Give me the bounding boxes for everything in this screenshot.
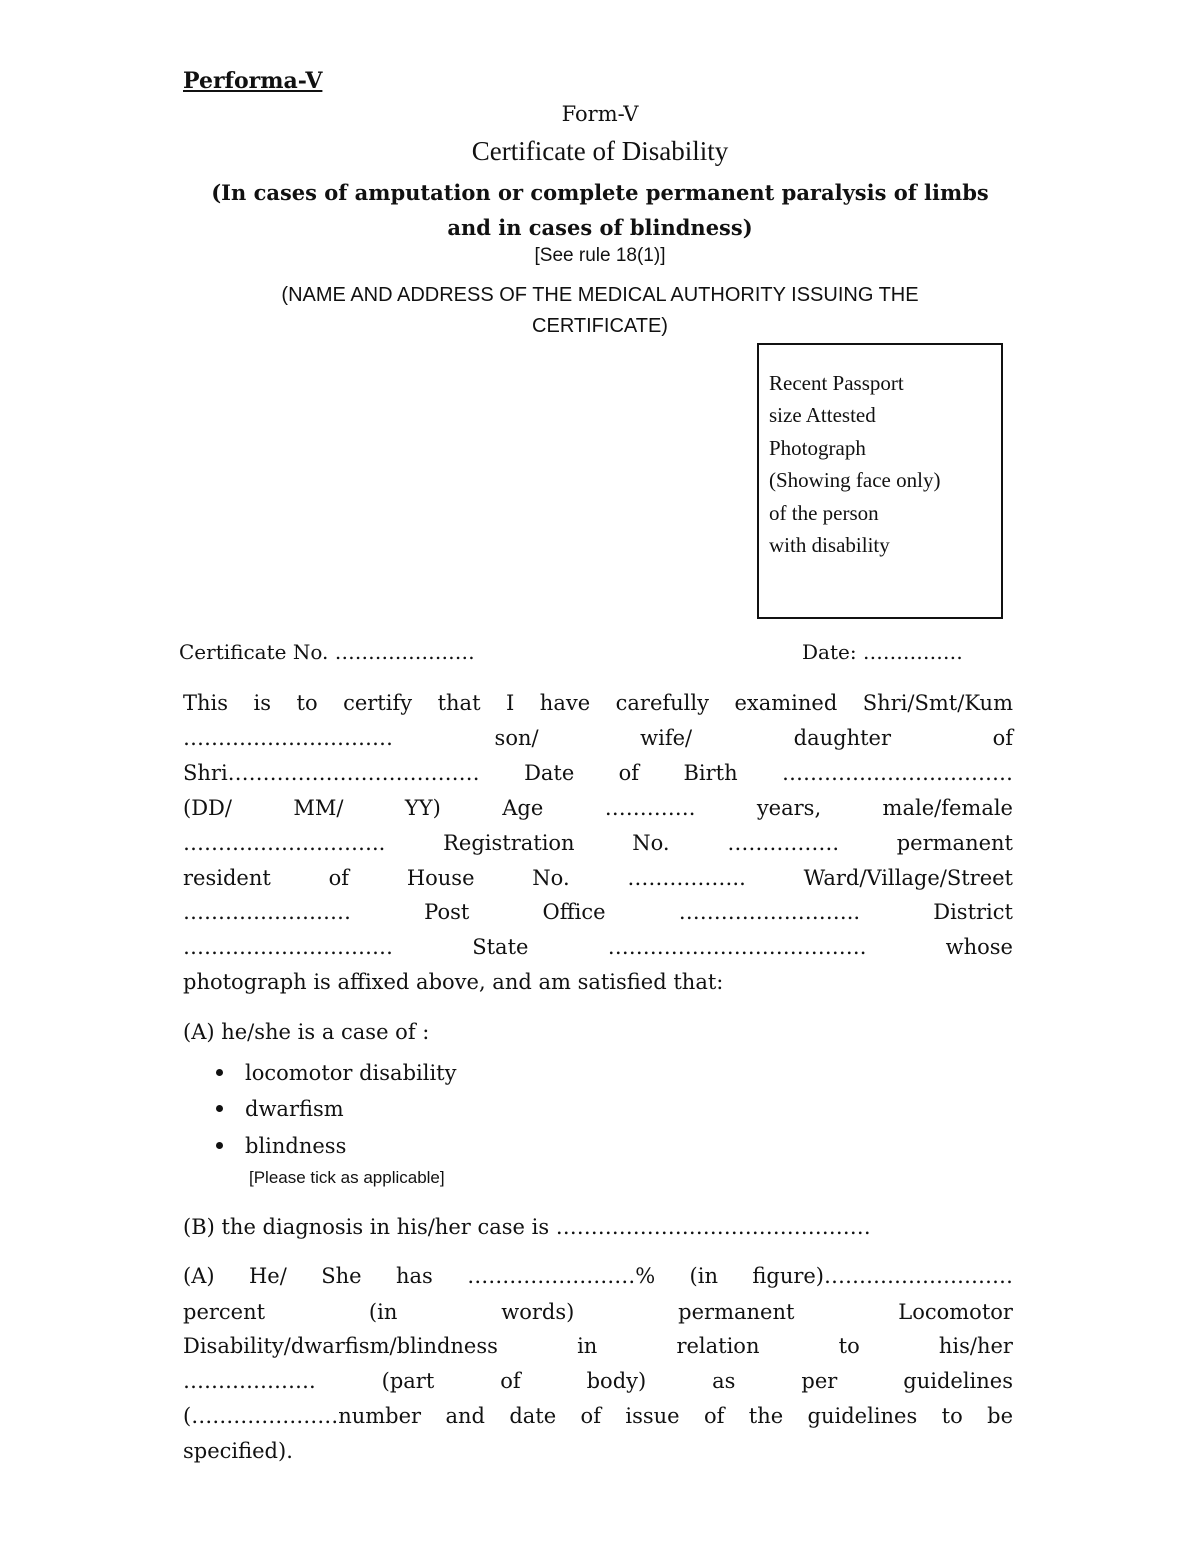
text-segment: Shri……………………………… — [183, 761, 480, 785]
paragraph-line — [183, 691, 1013, 715]
text-segment: whose — [945, 935, 1013, 959]
form-number: Form-V — [561, 102, 639, 126]
rule-reference: [See rule 18(1)] — [534, 245, 666, 266]
photo-text-line: Photograph — [769, 436, 866, 460]
paragraph-line — [183, 761, 1013, 785]
text-segment: examined — [734, 691, 838, 715]
text-segment: …………………………… — [782, 761, 1013, 785]
photo-text-line: (Showing face only) — [769, 468, 941, 492]
bullet-icon — [216, 1105, 223, 1112]
text-segment: Registration No. — [443, 831, 670, 855]
option-label: dwarfism — [245, 1097, 344, 1121]
text-segment: (A) — [183, 1264, 215, 1288]
text-segment: ……………………….. — [183, 831, 386, 855]
text-segment: Office — [542, 900, 606, 924]
text-segment: No. — [532, 866, 570, 890]
photo-text-line: size Attested — [769, 403, 876, 427]
text-segment: …………….. — [627, 866, 746, 890]
tick-note: [Please tick as applicable] — [249, 1168, 445, 1187]
performa-label: Performa-V — [183, 68, 323, 94]
text-segment: has — [395, 1264, 433, 1288]
text-segment: years, — [756, 796, 822, 820]
subtitle-line-1: (In cases of amputation or complete permanent paralysis of limbs — [211, 180, 989, 205]
text-segment: guidelines — [903, 1369, 1013, 1393]
text-segment: (part — [381, 1369, 435, 1393]
text-segment: words) — [501, 1300, 575, 1324]
text-segment: He/ — [248, 1264, 287, 1288]
text-segment: carefully — [615, 691, 709, 715]
text-segment: ……………. — [727, 831, 840, 855]
text-segment: …………. — [604, 796, 696, 820]
text-segment: permanent — [678, 1300, 795, 1324]
text-segment: his/her — [938, 1334, 1013, 1358]
text-segment: Age — [502, 796, 544, 820]
text-segment: of — [328, 866, 350, 890]
diagnosis-line: (B) the diagnosis in his/her case is ……………………………………… — [183, 1215, 871, 1239]
option-label: blindness — [245, 1134, 347, 1158]
photo-placeholder-box — [757, 343, 1003, 619]
text-segment: YY) — [404, 796, 441, 820]
text-segment: (…………………number and date of issue of the guidelines to be — [183, 1404, 1013, 1428]
text-segment: son/ — [494, 726, 539, 750]
text-segment: to — [296, 691, 318, 715]
text-segment: (DD/ — [183, 796, 232, 820]
text-segment: that — [437, 691, 481, 715]
text-segment: relation — [676, 1334, 760, 1358]
text-segment: ………………………… — [183, 935, 393, 959]
photo-text-line: with disability — [769, 533, 890, 557]
option-label: locomotor disability — [245, 1061, 457, 1085]
text-segment: permanent — [896, 831, 1013, 855]
text-segment: Shri/Smt/Kum — [862, 691, 1013, 715]
text-segment: …………………… — [183, 900, 351, 924]
certificate-title: Certificate of Disability — [471, 136, 729, 166]
authority-line-2: CERTIFICATE) — [532, 315, 668, 337]
paragraph-line — [183, 1334, 1013, 1358]
text-segment: resident — [183, 866, 271, 890]
text-segment: She — [321, 1264, 362, 1288]
subtitle-line-2: and in cases of blindness) — [447, 215, 753, 240]
text-segment: ………………. — [183, 1369, 316, 1393]
option-dwarfism — [216, 1097, 344, 1121]
text-segment: is — [253, 691, 272, 715]
text-segment: House — [406, 866, 475, 890]
text-segment: certify — [343, 691, 413, 715]
paragraph-line — [183, 866, 1013, 890]
text-segment: ………………………………. — [607, 935, 867, 959]
certificate-number-field: Certificate No. ………………… — [179, 640, 475, 664]
text-segment: male/female — [882, 796, 1013, 820]
text-segment: body) — [586, 1369, 647, 1393]
medical-authority-heading — [180, 280, 1020, 342]
text-segment: daughter — [793, 726, 892, 750]
text-segment: wife/ — [640, 726, 693, 750]
paragraph-line — [183, 796, 1013, 820]
authority-line-1: (NAME AND ADDRESS OF THE MEDICAL AUTHORITY ISSUING THE — [281, 284, 919, 306]
text-segment: of — [992, 726, 1013, 750]
photo-text-line: Recent Passport — [769, 371, 904, 395]
paragraph-line — [183, 1404, 1013, 1428]
text-segment: as — [712, 1369, 736, 1393]
text-segment: ………………………… — [183, 726, 393, 750]
paragraph-line — [183, 831, 1013, 855]
text-segment: have — [539, 691, 591, 715]
paragraph-line — [183, 1369, 1013, 1393]
text-segment: to — [838, 1334, 860, 1358]
photo-text-line: of the person — [769, 501, 879, 525]
text-segment: Post — [424, 900, 470, 924]
text-segment: I — [506, 691, 515, 715]
section-a-heading: (A) he/she is a case of : — [183, 1020, 430, 1044]
option-blindness — [216, 1134, 346, 1158]
bullet-icon — [216, 1069, 223, 1076]
paragraph-last-line: specified). — [183, 1439, 293, 1463]
text-segment: State — [472, 935, 529, 959]
text-segment: Date of Birth — [524, 761, 738, 785]
text-segment: This — [183, 691, 229, 715]
text-segment: Locomotor — [898, 1300, 1013, 1324]
text-segment: ……………………% (in figure)……………………… — [467, 1264, 1013, 1288]
certificate-subtitle — [170, 175, 1030, 245]
paragraph-last-line: photograph is affixed above, and am satisfied that: — [183, 970, 724, 994]
text-segment: in — [577, 1334, 598, 1358]
text-segment: …………………….. — [678, 900, 861, 924]
text-segment: Disability/dwarfism/blindness — [183, 1334, 498, 1358]
text-segment: of — [500, 1369, 521, 1393]
paragraph-line — [183, 726, 1013, 750]
text-segment: percent — [183, 1300, 266, 1324]
paragraph-line — [183, 935, 1013, 959]
bullet-icon — [216, 1142, 223, 1149]
date-field: Date: …………… — [802, 640, 963, 664]
text-segment: (in — [368, 1300, 398, 1324]
paragraph-line — [183, 900, 1013, 924]
option-locomotor-disability — [216, 1061, 456, 1085]
text-segment: District — [933, 900, 1013, 924]
paragraph-line — [183, 1264, 1013, 1288]
text-segment: per — [801, 1369, 838, 1393]
text-segment: MM/ — [293, 796, 344, 820]
paragraph-line — [183, 1300, 1013, 1324]
text-segment: Ward/Village/Street — [803, 866, 1013, 890]
